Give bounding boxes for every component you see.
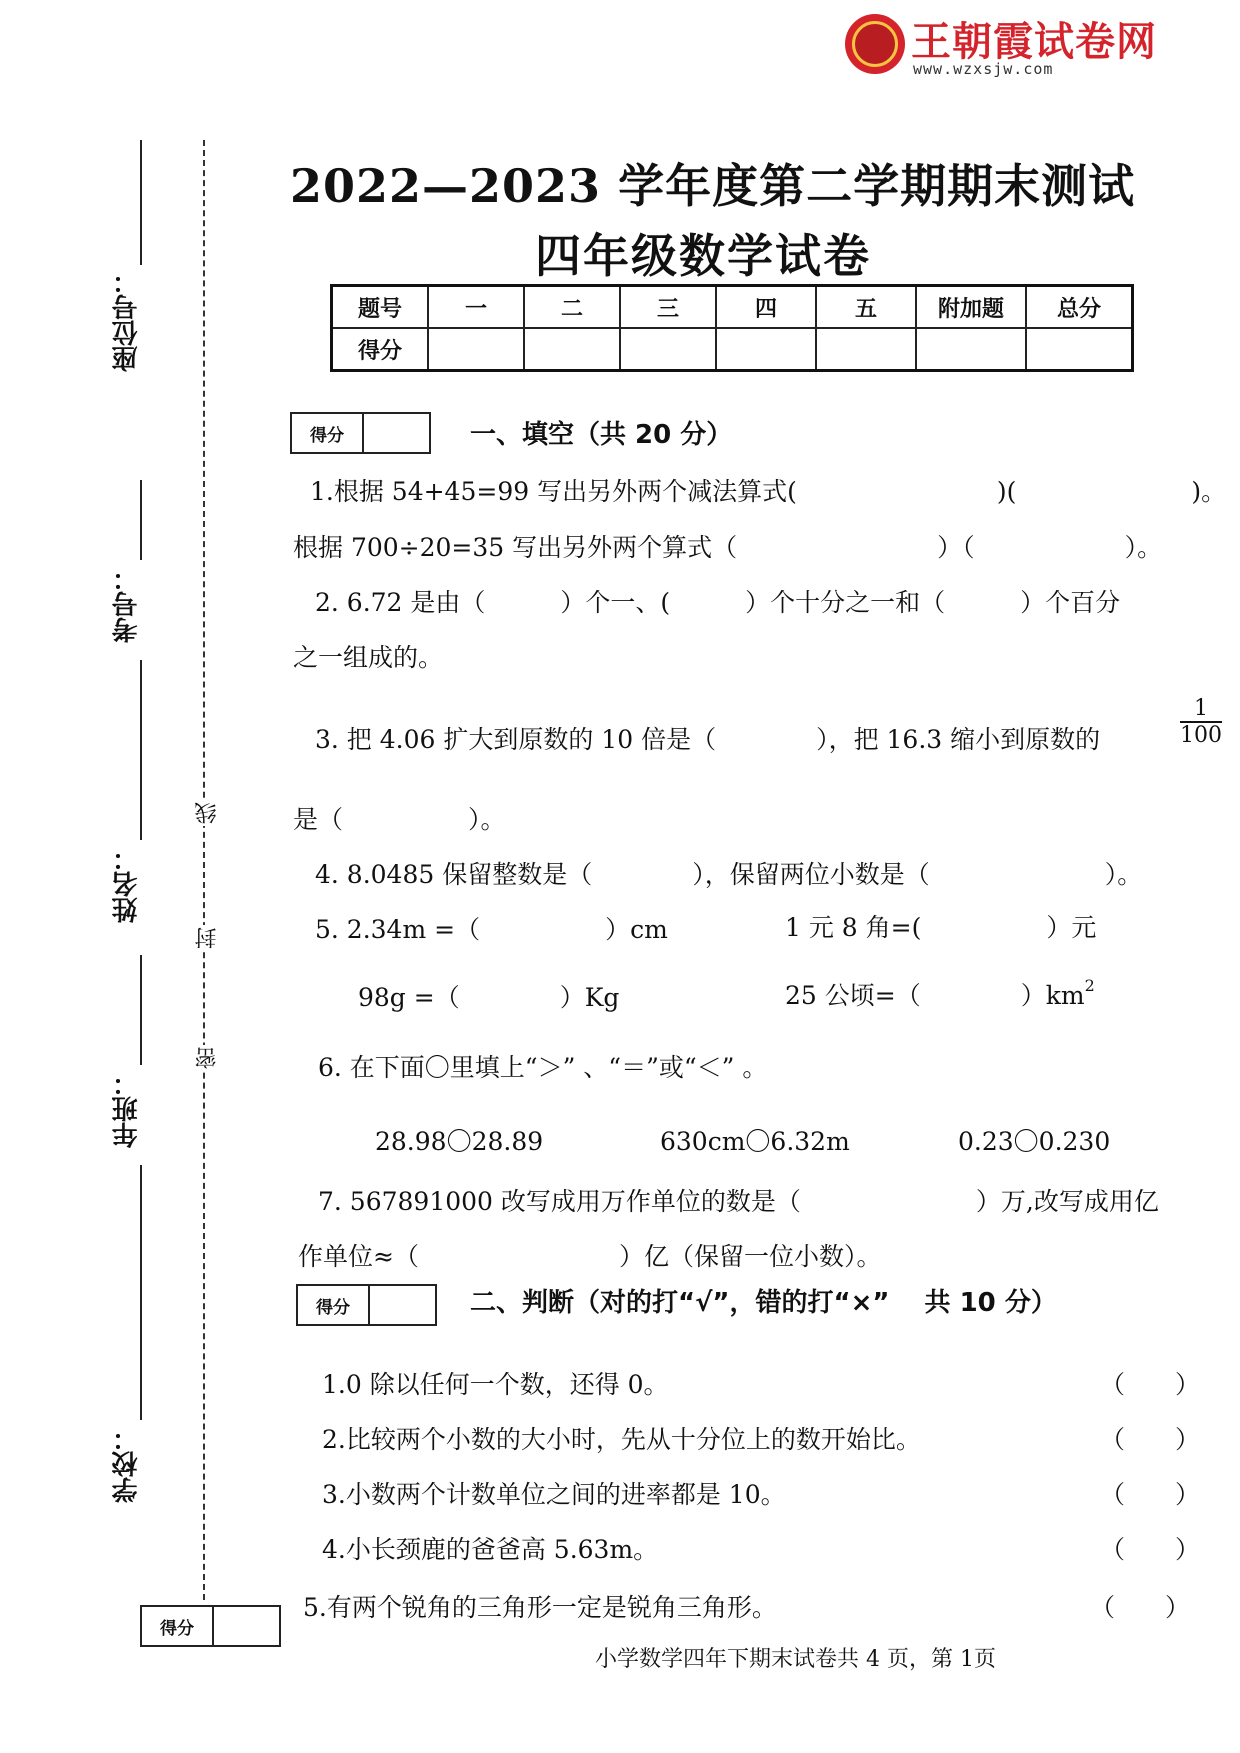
score-box-blank[interactable] [370, 1286, 435, 1324]
question-5a: 5. 2.34m =（ ）cm [315, 915, 668, 944]
score-table-row-label: 得分 [332, 328, 429, 371]
question-3-fraction [1180, 696, 1222, 748]
logo-name: 王朝霞试卷网 [911, 19, 1157, 65]
score-table [330, 284, 1134, 372]
judgement-item-2: 2.比较两个小数的大小时，先从十分位上的数开始比。 [322, 1425, 921, 1454]
judgement-item-4: 4.小长颈鹿的爸爸高 5.63m。 [322, 1535, 659, 1564]
score-table-header: 三 [620, 286, 716, 329]
question-6-item: 28.98〇28.89 [375, 1127, 544, 1156]
judgement-answer-bracket[interactable]: （ ） [1090, 1593, 1191, 1622]
question-5b: 1 元 8 角=( ）元 [785, 913, 1097, 942]
class-line [140, 955, 142, 1065]
question-6-item: 0.23〇0.230 [958, 1127, 1111, 1156]
exam-number-line [140, 480, 142, 560]
judgement-item-5: 5.有两个锐角的三角形一定是锐角三角形。 [303, 1593, 777, 1622]
score-cell[interactable] [428, 328, 524, 371]
question-3a: 3. 把 4.06 扩大到原数的 10 倍是（ ），把 16.3 缩小到原数的 [315, 725, 1101, 754]
exam-subtitle: 四年级数学试卷 [535, 229, 871, 283]
question-5d-superscript: 2 [1084, 976, 1095, 995]
score-table-header: 五 [816, 286, 916, 329]
judgement-answer-bracket[interactable]: （ ） [1100, 1535, 1201, 1564]
question-2a: 2. 6.72 是由（ ）个一、( ）个十分之一和（ ）个百分 [315, 588, 1121, 617]
score-box-label: 得分 [292, 414, 364, 452]
fraction-denominator: 100 [1180, 723, 1222, 748]
score-box-blank[interactable] [214, 1607, 279, 1645]
exam-number-label: 考号： [112, 565, 142, 643]
school-label: 学校： [112, 1425, 142, 1503]
score-table-header: 一 [428, 286, 524, 329]
section1-score-box [290, 412, 431, 454]
judgement-item-3: 3.小数两个计数单位之间的进率都是 10。 [322, 1480, 786, 1509]
score-table-header: 总分 [1026, 286, 1133, 329]
question-3b: 是（ ）。 [293, 805, 506, 834]
score-table-score-row [332, 328, 1133, 371]
score-table-header: 题号 [332, 286, 429, 329]
question-1a: 1.根据 54+45=99 写出另外两个减法算式( )( )。 [310, 477, 1227, 506]
score-cell[interactable] [620, 328, 716, 371]
question-5d [785, 976, 1095, 1012]
score-table-header-row [332, 286, 1133, 329]
exam-title: 2022—2023 学年度第二学期期末测试 [290, 159, 1136, 213]
score-box-label: 得分 [298, 1286, 370, 1324]
judgement-answer-bracket[interactable]: （ ） [1100, 1480, 1201, 1509]
seal-word-secret: 密 [192, 1045, 223, 1071]
question-1b: 根据 700÷20=35 写出另外两个算式（ ）（ ）。 [293, 533, 1163, 562]
name-label: 姓名： [112, 845, 142, 923]
class-label: 年班： [112, 1070, 142, 1148]
score-box-label: 得分 [142, 1607, 214, 1645]
question-5c: 98g =（ ）Kg [358, 983, 620, 1012]
fraction-numerator: 1 [1180, 696, 1222, 723]
name-line [140, 660, 142, 840]
score-table-header: 二 [524, 286, 620, 329]
score-box-blank[interactable] [364, 414, 429, 452]
score-cell[interactable] [816, 328, 916, 371]
section2-title: 二、判断（对的打“√”，错的打“×” 共 10 分） [470, 1288, 1057, 1318]
site-logo [845, 10, 1175, 80]
school-line [140, 1165, 142, 1420]
question-5d-text: 25 公顷=（ ）km [785, 981, 1085, 1010]
section1-title: 一、填空（共 20 分） [470, 420, 733, 450]
question-6-item: 630cm〇6.32m [660, 1127, 850, 1156]
binding-dashed-line [203, 140, 205, 1600]
logo-url: www.wzxsjw.com [913, 60, 1054, 78]
question-2b: 之一组成的。 [293, 643, 444, 672]
judgement-item-1: 1.0 除以任何一个数，还得 0。 [322, 1370, 669, 1399]
question-7a: 7. 567891000 改写成用万作单位的数是（ ）万,改写成用亿 [318, 1187, 1159, 1216]
seal-word-line: 线 [192, 800, 223, 826]
judgement-answer-bracket[interactable]: （ ） [1100, 1370, 1201, 1399]
section2-score-box [296, 1284, 437, 1326]
seat-number-line [140, 140, 142, 265]
judgement-answer-bracket[interactable]: （ ） [1100, 1425, 1201, 1454]
score-cell[interactable] [716, 328, 816, 371]
page-footer: 小学数学四年下期末试卷共 4 页，第 1页 [595, 1647, 996, 1672]
section3-score-box [140, 1605, 281, 1647]
seal-word-seal: 封 [192, 925, 223, 951]
seat-number-label: 座位号： [112, 268, 142, 372]
logo-seal-icon [845, 14, 905, 74]
score-cell[interactable] [1026, 328, 1133, 371]
score-cell[interactable] [916, 328, 1026, 371]
question-6: 6. 在下面〇里填上“＞” 、“＝”或“＜” 。 [318, 1053, 768, 1082]
score-table-header: 四 [716, 286, 816, 329]
question-7b: 作单位≈（ ）亿（保留一位小数）。 [298, 1242, 882, 1271]
question-4: 4. 8.0485 保留整数是（ ），保留两位小数是（ ）。 [315, 860, 1143, 889]
score-table-header: 附加题 [916, 286, 1026, 329]
score-cell[interactable] [524, 328, 620, 371]
